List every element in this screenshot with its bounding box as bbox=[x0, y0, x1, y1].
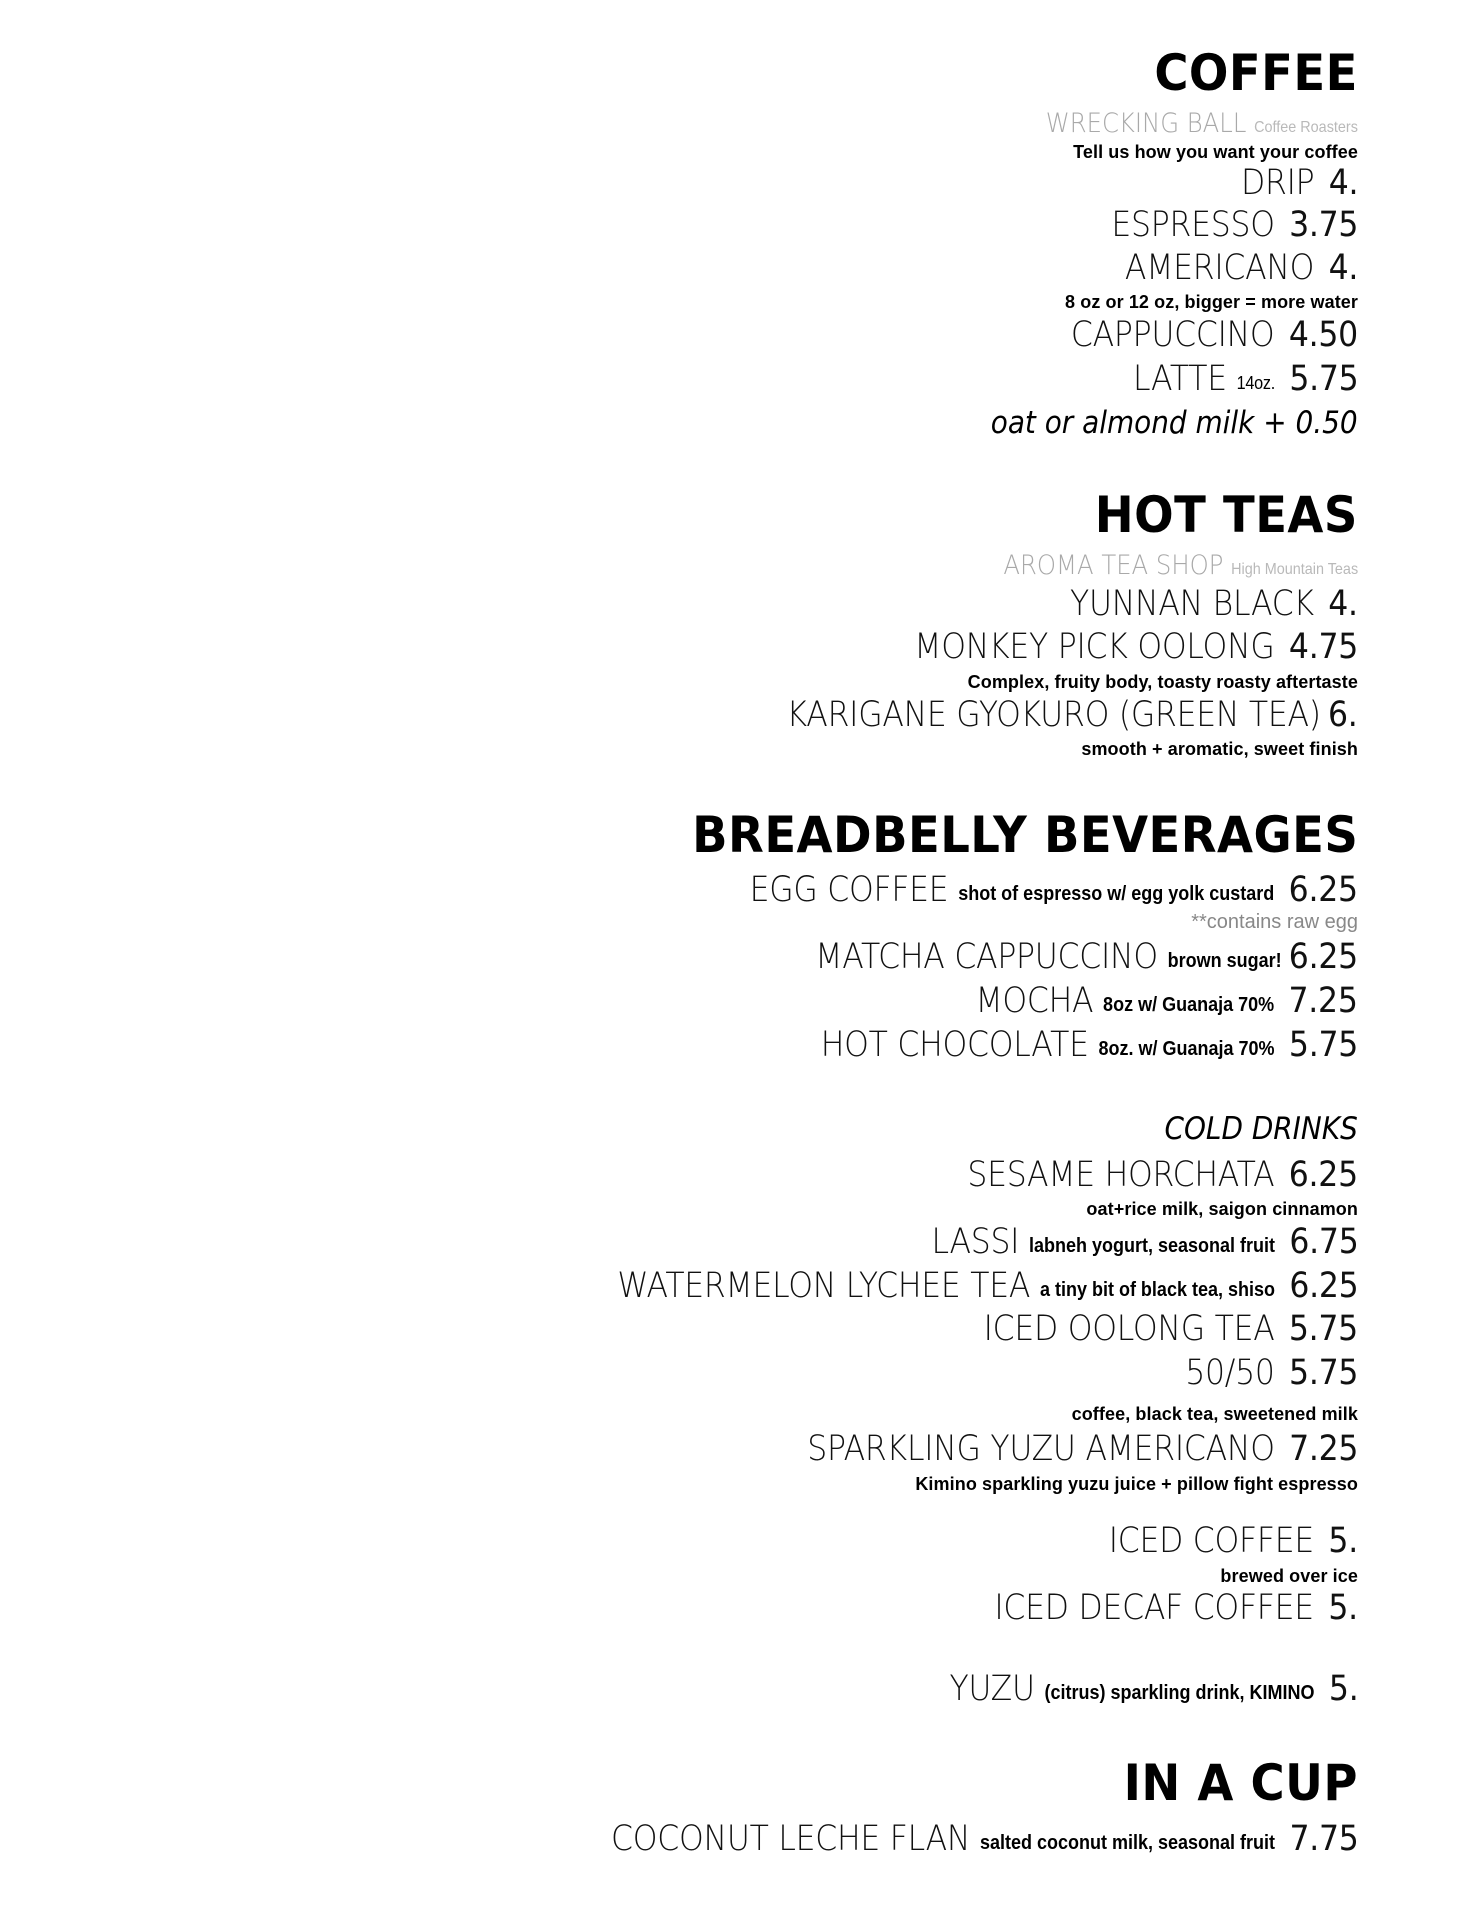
roaster-name: WRECKING BALL bbox=[1045, 108, 1247, 139]
menu-item-americano bbox=[1124, 248, 1358, 288]
item-name: MATCHA CAPPUCCINO bbox=[815, 937, 1158, 977]
item-name: ICED COFFEE bbox=[1108, 1521, 1315, 1561]
item-price: 5.75 bbox=[1288, 359, 1358, 399]
menu-item-sparkling-yuzu-americano bbox=[807, 1429, 1358, 1469]
menu-item-monkey-pick bbox=[914, 627, 1358, 667]
item-price: 4. bbox=[1328, 584, 1358, 624]
item-price: 6.25 bbox=[1288, 937, 1358, 977]
item-price: 6.75 bbox=[1288, 1222, 1358, 1262]
menu-item-yuzu bbox=[948, 1669, 1358, 1709]
item-desc: shot of espresso w/ egg yolk custard bbox=[958, 883, 1275, 905]
item-name: SESAME HORCHATA bbox=[967, 1155, 1275, 1195]
menu-item-egg-coffee bbox=[749, 870, 1358, 910]
menu-item-iced-oolong bbox=[983, 1309, 1358, 1349]
menu-item-iced-coffee bbox=[1108, 1521, 1358, 1561]
item-name: YUZU bbox=[948, 1669, 1035, 1709]
item-name: COCONUT LECHE FLAN bbox=[610, 1819, 970, 1859]
item-desc: brown sugar! bbox=[1167, 950, 1282, 972]
menu-item-matcha-cappuccino bbox=[815, 937, 1358, 977]
item-name: WATERMELON LYCHEE TEA bbox=[616, 1266, 1030, 1306]
menu-item-fifty-fifty bbox=[1185, 1353, 1358, 1393]
item-desc: salted coconut milk, seasonal fruit bbox=[979, 1832, 1275, 1854]
tea-shop-sub: High Mountain Teas bbox=[1230, 561, 1358, 578]
item-name: LATTE bbox=[1132, 359, 1227, 399]
item-name: YUNNAN BLACK bbox=[1070, 584, 1315, 624]
coffee-intro: Tell us how you want your coffee bbox=[1073, 142, 1358, 162]
item-name: KARIGANE GYOKURO (GREEN TEA) bbox=[786, 695, 1322, 735]
item-price: 6.25 bbox=[1288, 1155, 1358, 1195]
item-price: 7.75 bbox=[1288, 1819, 1358, 1859]
item-name: AMERICANO bbox=[1124, 248, 1315, 288]
section-title-cold-drinks: COLD DRINKS bbox=[1164, 1111, 1358, 1147]
item-desc: a tiny bit of black tea, shiso bbox=[1039, 1279, 1275, 1301]
item-desc: Kimino sparkling yuzu juice + pillow fight espresso bbox=[915, 1474, 1358, 1494]
item-desc: (citrus) sparkling drink, KIMINO bbox=[1044, 1682, 1315, 1704]
menu-item-coconut-flan bbox=[610, 1819, 1358, 1859]
item-price: 5.75 bbox=[1288, 1353, 1358, 1393]
item-price: 4. bbox=[1328, 248, 1358, 288]
item-price: 3.75 bbox=[1288, 205, 1358, 245]
item-name: LASSI bbox=[930, 1222, 1019, 1262]
item-desc: 8 oz or 12 oz, bigger = more water bbox=[1065, 292, 1358, 312]
item-desc: labneh yogurt, seasonal fruit bbox=[1028, 1235, 1275, 1257]
item-name: CAPPUCCINO bbox=[1070, 315, 1275, 355]
item-name: MOCHA bbox=[975, 981, 1094, 1021]
menu-item-karigane bbox=[786, 695, 1358, 735]
roaster-line bbox=[1046, 110, 1358, 137]
section-title-breadbelly: BREADBELLY BEVERAGES bbox=[691, 806, 1358, 864]
item-price: 7.25 bbox=[1288, 1429, 1358, 1469]
item-name: EGG COFFEE bbox=[749, 870, 949, 910]
section-title-coffee: COFFEE bbox=[1154, 44, 1358, 102]
menu-item-latte bbox=[1132, 359, 1358, 399]
item-desc: 8oz. w/ Guanaja 70% bbox=[1098, 1038, 1275, 1060]
item-desc: 8oz w/ Guanaja 70% bbox=[1103, 994, 1275, 1016]
item-price: 5. bbox=[1328, 1521, 1358, 1561]
item-name: DRIP bbox=[1240, 163, 1315, 203]
item-price: 5. bbox=[1328, 1588, 1358, 1628]
item-name: HOT CHOCOLATE bbox=[820, 1025, 1089, 1065]
item-price: 5. bbox=[1328, 1669, 1358, 1709]
menu-item-hot-chocolate bbox=[820, 1025, 1358, 1065]
item-desc: brewed over ice bbox=[1220, 1566, 1358, 1586]
raw-egg-note: **contains raw egg bbox=[1191, 911, 1358, 933]
item-name: ICED DECAF COFFEE bbox=[994, 1588, 1315, 1628]
item-price: 6.25 bbox=[1288, 1266, 1358, 1306]
milk-note: oat or almond milk + 0.50 bbox=[991, 405, 1358, 441]
item-price: 4. bbox=[1328, 163, 1358, 203]
item-name: MONKEY PICK OOLONG bbox=[914, 627, 1275, 667]
item-price: 6.25 bbox=[1288, 870, 1358, 910]
menu-item-yunnan bbox=[1070, 584, 1358, 624]
item-price: 6. bbox=[1328, 695, 1358, 735]
section-title-hot-teas: HOT TEAS bbox=[1094, 486, 1358, 544]
tea-shop-line bbox=[1003, 552, 1358, 579]
item-size: 14oz. bbox=[1236, 373, 1275, 393]
item-price: 4.75 bbox=[1288, 627, 1358, 667]
item-price: 7.25 bbox=[1288, 981, 1358, 1021]
item-name: SPARKLING YUZU AMERICANO bbox=[807, 1429, 1275, 1469]
item-name: ESPRESSO bbox=[1111, 205, 1275, 245]
item-price: 5.75 bbox=[1288, 1309, 1358, 1349]
menu-item-watermelon-lychee bbox=[616, 1266, 1358, 1306]
item-price: 5.75 bbox=[1288, 1025, 1358, 1065]
menu-item-cappuccino bbox=[1070, 315, 1358, 355]
menu-item-drip bbox=[1240, 163, 1358, 203]
menu-item-mocha bbox=[975, 981, 1358, 1021]
item-desc: coffee, black tea, sweetened milk bbox=[1071, 1404, 1358, 1424]
item-name: 50/50 bbox=[1185, 1353, 1275, 1393]
item-name: ICED OOLONG TEA bbox=[983, 1309, 1275, 1349]
item-price: 4.50 bbox=[1288, 315, 1358, 355]
menu-item-iced-decaf bbox=[994, 1588, 1358, 1628]
item-desc: oat+rice milk, saigon cinnamon bbox=[1086, 1199, 1358, 1219]
tea-shop-name: AROMA TEA SHOP bbox=[1003, 550, 1224, 581]
item-desc: smooth + aromatic, sweet finish bbox=[1081, 739, 1358, 759]
item-desc: Complex, fruity body, toasty roasty aftertaste bbox=[967, 672, 1358, 692]
menu-item-lassi bbox=[930, 1222, 1358, 1262]
section-title-in-a-cup: IN A CUP bbox=[1123, 1754, 1358, 1812]
menu-item-espresso bbox=[1111, 205, 1358, 245]
roaster-sub: Coffee Roasters bbox=[1254, 119, 1358, 136]
menu-item-sesame-horchata bbox=[967, 1155, 1358, 1195]
